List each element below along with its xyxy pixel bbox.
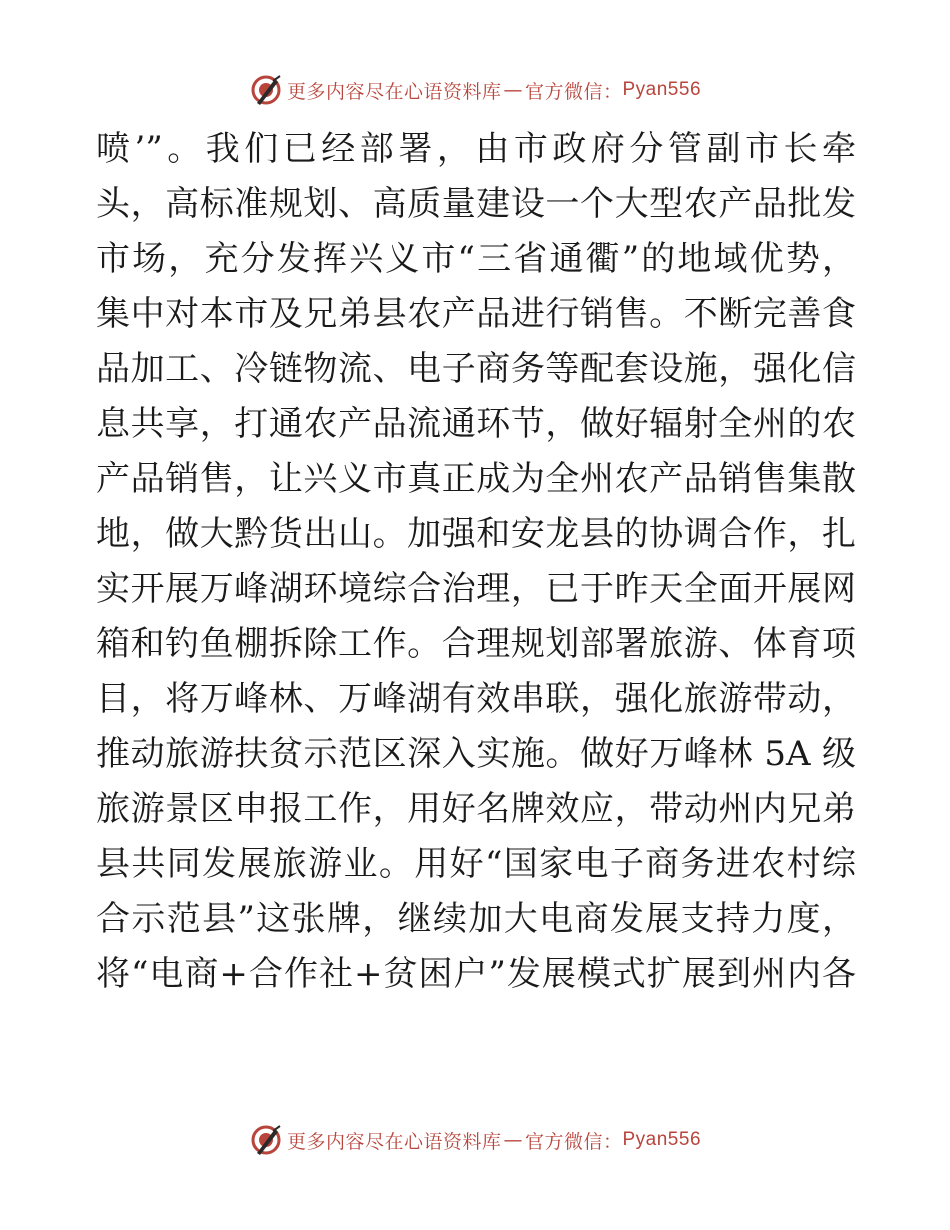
text-line: 县共同发展旅游业。用好“国家电子商务进农村综 [96, 844, 856, 884]
text-line: 息共享，打通农产品流通环节，做好辐射全州的农 [96, 404, 856, 444]
header-watermark [0, 70, 950, 110]
watermark-contact-id: Pyan556 [622, 79, 702, 100]
quill-seal-icon [249, 73, 283, 107]
watermark-separator: — [503, 79, 523, 101]
watermark-separator: — [503, 1129, 523, 1151]
text-line: 产品销售，让兴义市真正成为全州农产品销售集散 [96, 459, 856, 499]
text-line: 推动旅游扶贫示范区深入实施。做好万峰林 5A 级 [96, 734, 856, 774]
watermark-text: 更多内容尽在心语资料库 [286, 1130, 502, 1153]
quill-seal-icon [249, 1123, 283, 1157]
text-line: 市场，充分发挥兴义市“三省通衢”的地域优势， [96, 239, 856, 279]
text-line: 将“电商+合作社+贫困户”发展模式扩展到州内各 [96, 954, 856, 994]
text-line: 地，做大黔货出山。加强和安龙县的协调合作，扎 [96, 514, 856, 554]
watermark-contact-id: Pyan556 [622, 1129, 702, 1150]
footer-watermark [0, 1120, 950, 1160]
text-line: 箱和钓鱼棚拆除工作。合理规划部署旅游、体育项 [96, 624, 856, 664]
text-line: 喷’”。我们已经部署，由市政府分管副市长牵 [96, 129, 856, 169]
document-body [96, 122, 856, 1002]
watermark-contact-label: 官方微信： [524, 80, 623, 103]
text-line: 头，高标准规划、高质量建设一个大型农产品批发 [96, 184, 856, 224]
text-line: 旅游景区申报工作，用好名牌效应，带动州内兄弟 [96, 789, 856, 829]
text-line: 实开展万峰湖环境综合治理，已于昨天全面开展网 [96, 569, 856, 609]
text-line: 集中对本市及兄弟县农产品进行销售。不断完善食 [96, 294, 856, 334]
watermark-text: 更多内容尽在心语资料库 [286, 80, 502, 103]
text-line: 品加工、冷链物流、电子商务等配套设施，强化信 [96, 349, 856, 389]
text-line: 合示范县”这张牌，继续加大电商发展支持力度， [96, 899, 856, 939]
text-line: 目，将万峰林、万峰湖有效串联，强化旅游带动， [96, 679, 856, 719]
watermark-contact-label: 官方微信： [524, 1130, 623, 1153]
